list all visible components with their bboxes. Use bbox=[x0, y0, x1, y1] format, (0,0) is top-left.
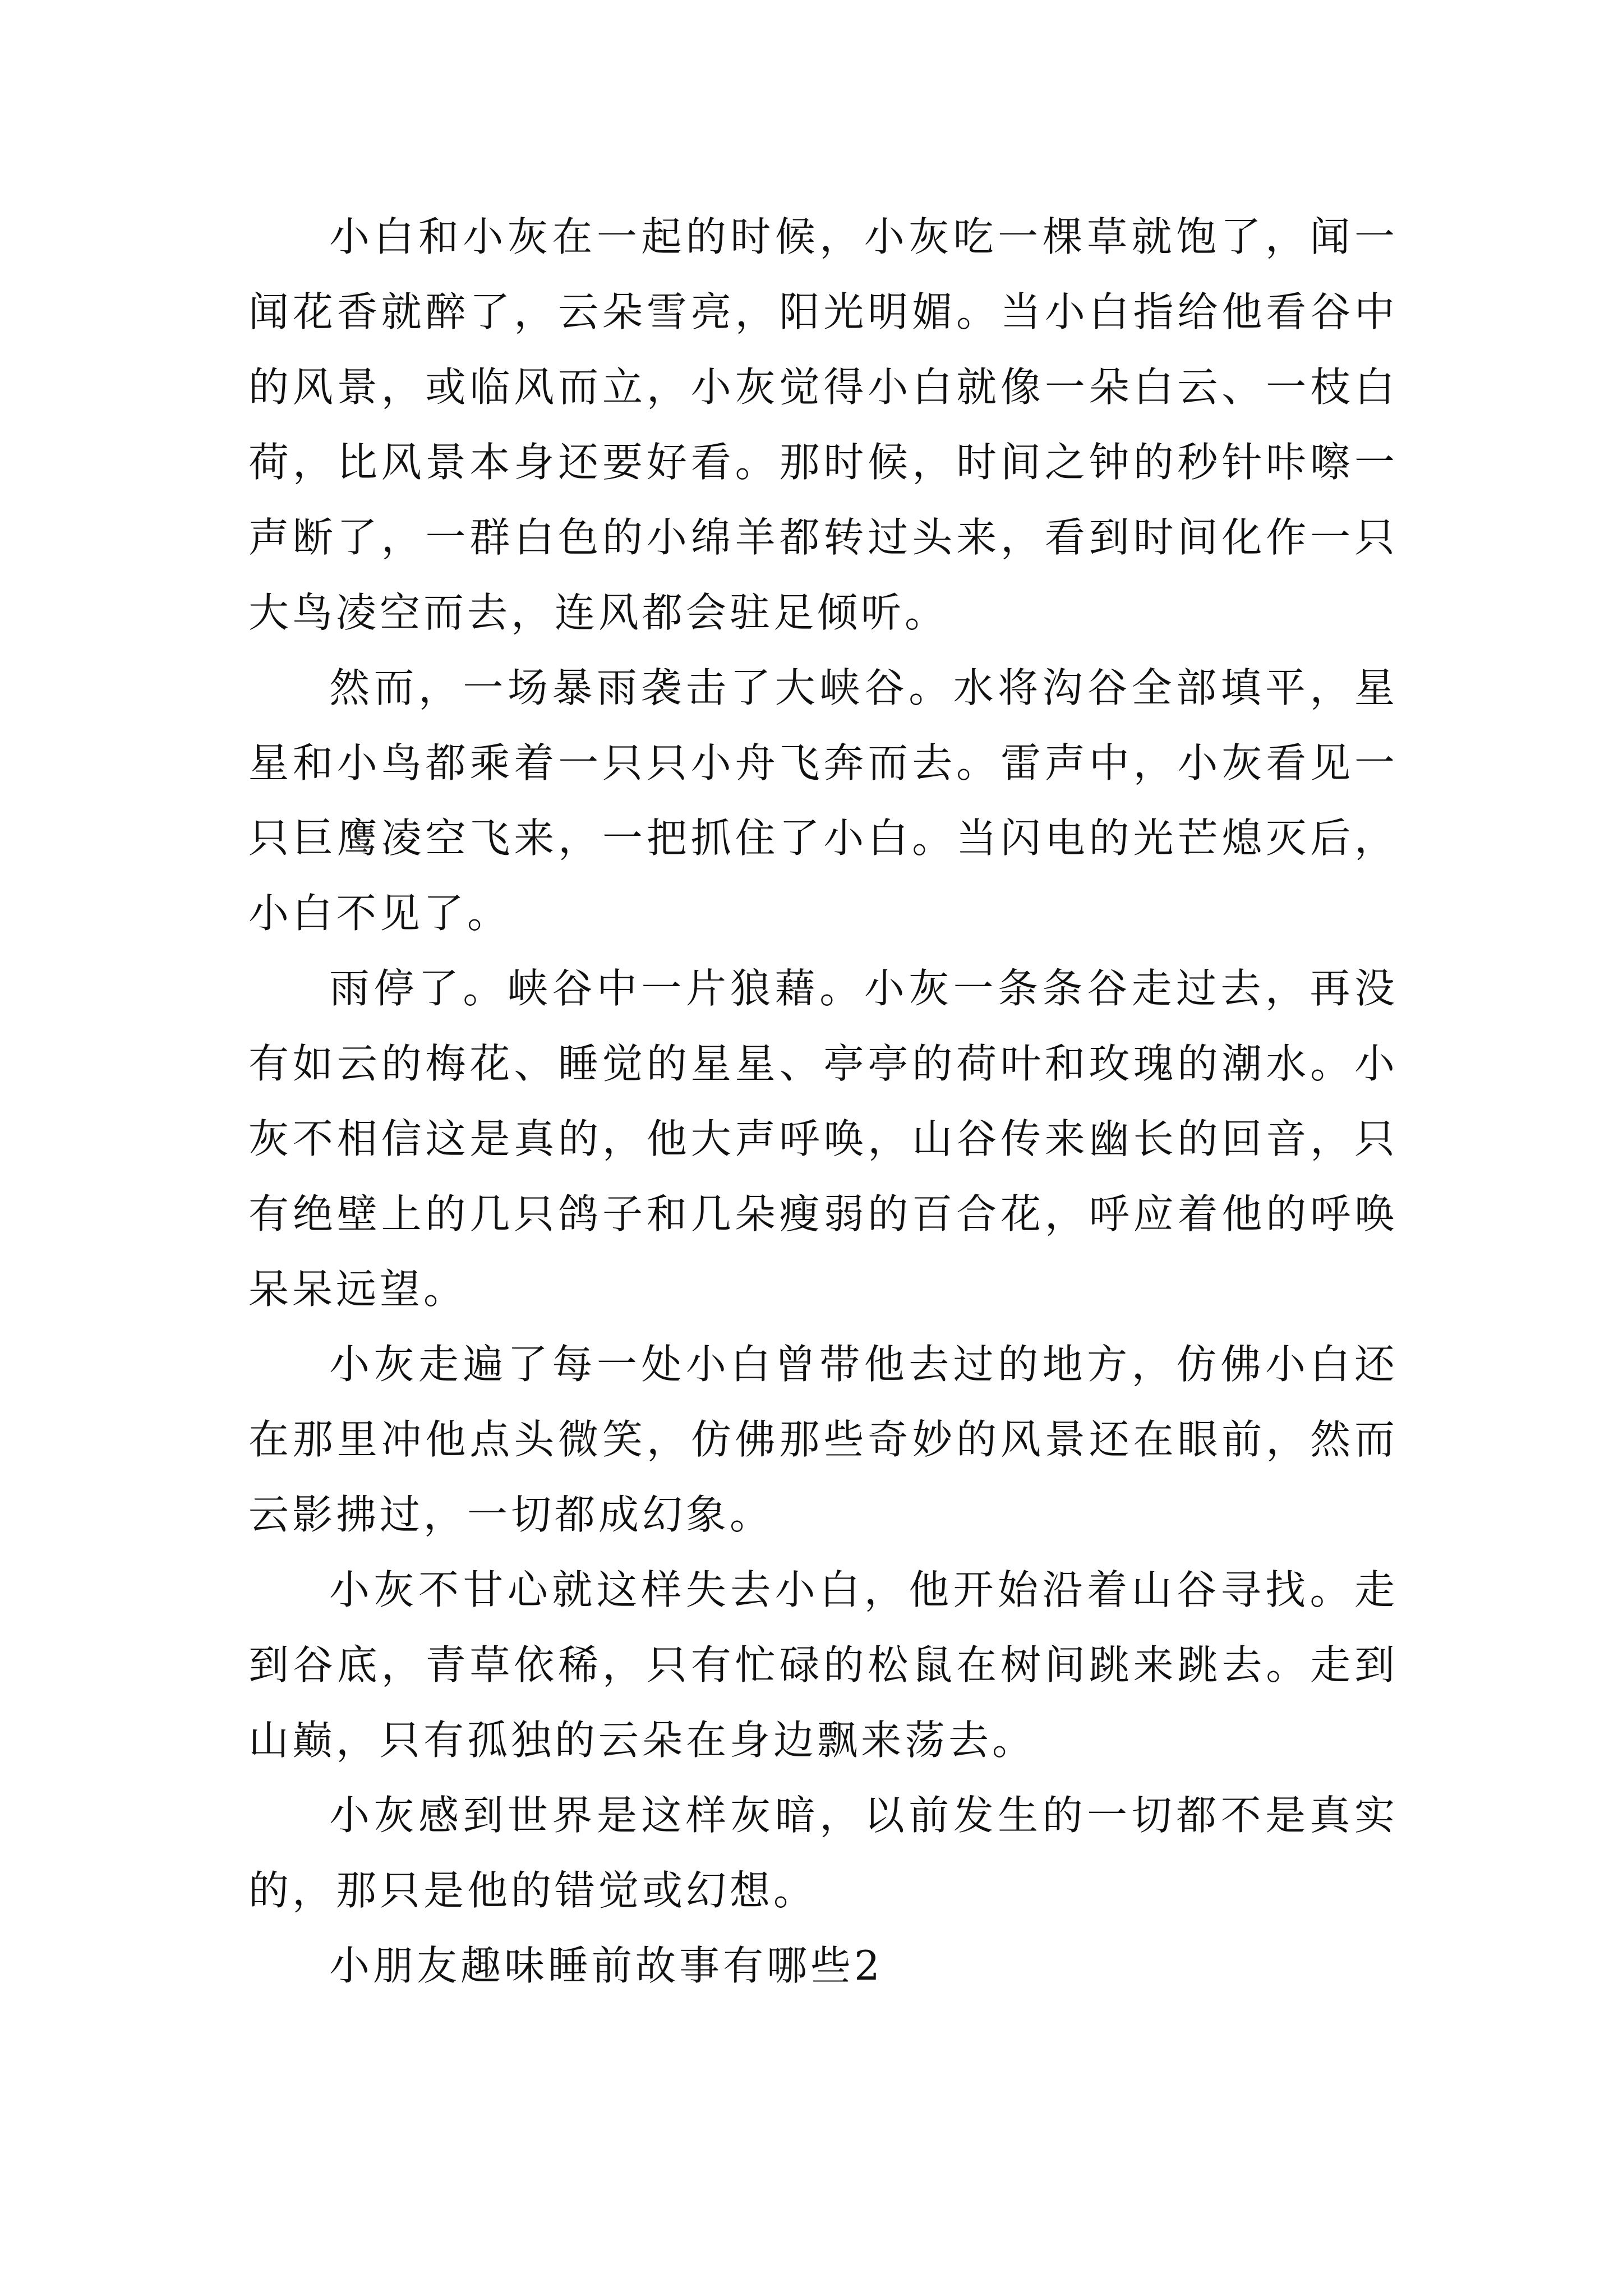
paragraph: 雨停了。峡谷中一片狼藉。小灰一条条谷走过去，再没有如云的梅花、睡觉的星星、亭亭的荷叶和玫瑰的潮水。小灰不相信这是真的，他大声呼唤，山谷传来幽长的回音，只有绝壁上的几只鸽子和几朵瘦弱的百合花，呼应着他的呼唤呆呆远望。 bbox=[248, 965, 1398, 1313]
paragraph: 小灰感到世界是这样灰暗，以前发生的一切都不是真实的，那只是他的错觉或幻想。 bbox=[248, 1792, 1398, 1914]
paragraph: 小灰不甘心就这样失去小白，他开始沿着山谷寻找。走到谷底，青草依稀，只有忙碌的松鼠在树间跳来跳去。走到山巅，只有孤独的云朵在身边飘来荡去。 bbox=[248, 1566, 1398, 1764]
paragraph: 然而，一场暴雨袭击了大峡谷。水将沟谷全部填平，星星和小鸟都乘着一只只小舟飞奔而去。雷声中，小灰看见一只巨鹰凌空飞来，一把抓住了小白。当闪电的光芒熄灭后，小白不见了。 bbox=[248, 664, 1398, 937]
section-heading: 小朋友趣味睡前故事有哪些2 bbox=[329, 1942, 883, 1989]
paragraph: 小白和小灰在一起的时候，小灰吃一棵草就饱了，闻一闻花香就醉了，云朵雪亮，阳光明媚。当小白指给他看谷中的风景，或临风而立，小灰觉得小白就像一朵白云、一枝白荷，比风景本身还要好看。那时候，时间之钟的秒针咔嚓一声断了，一群白色的小绵羊都转过头来，看到时间化作一只大鸟凌空而去，连风都会驻足倾听。 bbox=[248, 213, 1398, 636]
paragraph: 小灰走遍了每一处小白曾带他去过的地方，仿佛小白还在那里冲他点头微笑，仿佛那些奇妙的风景还在眼前，然而云影拂过，一切都成幻象。 bbox=[248, 1341, 1398, 1538]
body-text bbox=[248, 199, 1398, 2003]
